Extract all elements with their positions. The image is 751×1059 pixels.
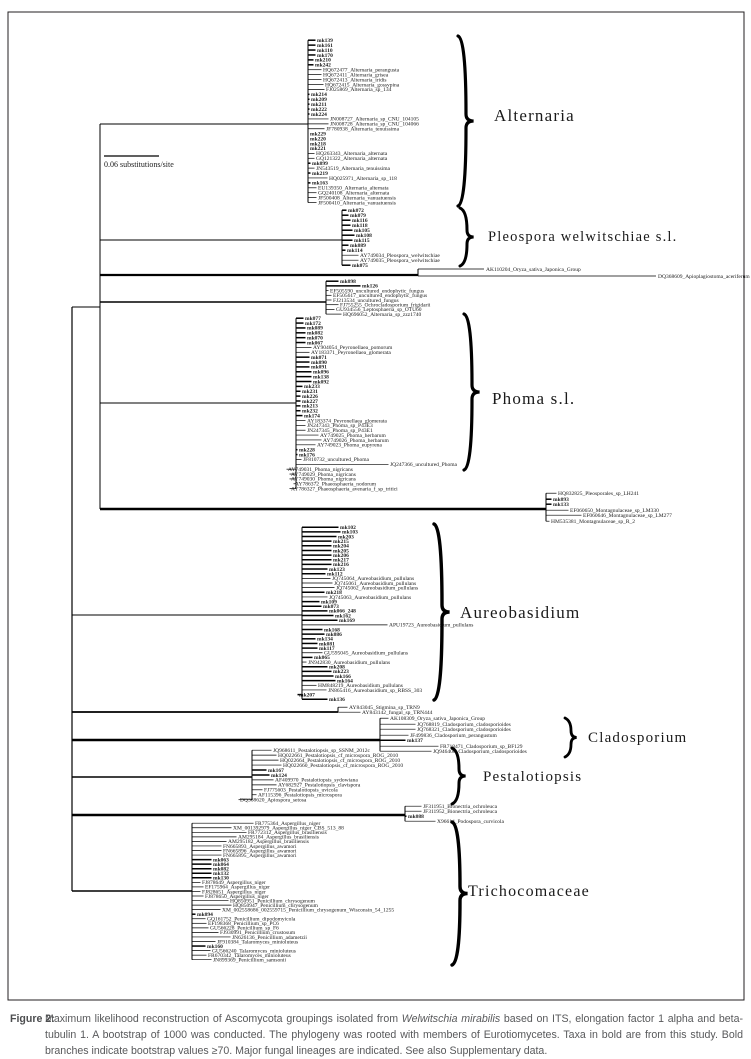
tip-label: JF810732_uncultured_Phoma [303, 457, 369, 464]
tip-label: AY749026_Phoma_herbarum [323, 437, 389, 444]
tip-label-bold: mk093 [553, 497, 569, 503]
tip-label-bold: mk216 [333, 562, 349, 569]
tip-label-bold: mk105 [354, 228, 370, 234]
clade-trichocomaceae [192, 821, 590, 965]
tip-label-bold: mk126 [362, 283, 378, 290]
tip-label-bold: mk094 [197, 912, 213, 918]
tip-label-bold: mk115 [354, 238, 370, 244]
tip-label: FJ775603_Pestalotiopsis_uvicola [264, 787, 338, 794]
clade-name-aureobasidium: Aureobasidium [460, 603, 581, 622]
tip-label: AK108309_Oryza_sativa_Japonica_Group [390, 716, 486, 722]
tip-label: JQ768321_Cladosporium_cladosporioides [417, 727, 511, 733]
tip-label-bold: mk219 [312, 170, 328, 177]
tip-label: XM_002558686_002559715_Penicillium_chrysogenum_Wisconsin_54_1255 [222, 907, 395, 914]
tip-label-bold: mk226 [302, 393, 318, 400]
tip-label: AY904054_Peyronellaea_pomorum [313, 345, 393, 352]
clade-name-pestalotiopsis: Pestalotiopsis [483, 769, 583, 785]
tip-label: FR772312_Aspergillus_brasiliensis [248, 830, 327, 837]
tip-label: AM295184_Aspergillus_brasiliensis [238, 834, 319, 841]
tip-label-bold: mk168 [324, 627, 340, 634]
tip-label-bold: mk067 [307, 340, 323, 347]
tip-label-bold: mk205 [333, 548, 349, 555]
tip-label-bold: mk228 [299, 447, 315, 454]
tip-label: FR775364_Aspergillus_niger [255, 821, 321, 827]
clade-bionectria [405, 804, 504, 825]
tip-label: AY749034_Pleospora_welwitschiae [360, 253, 440, 259]
tip-label-bold: mk214 [311, 92, 327, 99]
tip-label: JN247345_Phoma_sp_P43E1 [307, 428, 373, 435]
tip-label-bold: mk231 [302, 389, 318, 396]
clade-name-trichocomaceae: Trichocomaceae [468, 883, 590, 900]
clade-brace [565, 718, 577, 757]
tip-label-bold: mk124 [271, 772, 287, 779]
tip-label-bold: mk109 [321, 599, 337, 606]
tip-label-bold: mk092 [313, 379, 329, 386]
tip-label: JQ745061_Aureobasidium_pullulans [334, 580, 417, 587]
scale-bar [104, 156, 174, 169]
tip-label-bold: mk233 [304, 384, 320, 391]
tip-label-bold: mk117 [319, 645, 335, 652]
tip-label: FJ828651_Aspergillus_niger [202, 889, 266, 896]
clade-brace [464, 314, 480, 470]
tip-label-bold: mk164 [337, 678, 353, 685]
tip-label: JN543519_Alternaria_tenuissima [316, 165, 390, 172]
tip-label: AY682927_Pestalotiopsis_clavispora [278, 782, 361, 789]
tip-label-bold: mk088 [408, 814, 424, 820]
tip-label-bold: mk116 [352, 218, 368, 224]
tip-label: AF409970_Pestalotiopsis_sydowiana [275, 777, 358, 784]
tip-label: JN247343_Phoma_sp_P43E3 [307, 423, 373, 430]
tip-label-bold: mk133 [553, 502, 569, 508]
tip-label: EF505590_uncultured_endophytic_fungus [330, 288, 425, 295]
tip-label: EF175964_Aspergillus_niger [205, 884, 270, 891]
tip-label: JN626136_Penicillium_adametzii [232, 934, 307, 941]
clade-phoma [287, 311, 576, 493]
tip-label-bold: mk086 [326, 631, 342, 638]
tip-label-bold: mk169 [339, 618, 355, 624]
tip-label-bold: mk220 [310, 136, 326, 143]
tip-label: FN665896_Aspergillus_awamori [223, 848, 297, 855]
tip-label: HQ022660_Pestalotiopsis_cf_microspora_ROG_2010 [283, 762, 404, 769]
tip-label: GU566240_Talaromyces_minioluteus [212, 948, 296, 955]
tip-label: AK110204_Oryza_sativa_Japonica_Group [486, 267, 581, 273]
tip-label: GQ240108_Alternaria_alternata [318, 190, 390, 197]
tip-label-bold: mk112 [327, 571, 343, 578]
tip-label-bold: mk203 [338, 534, 354, 541]
tip-label-bold: mk096 [313, 369, 329, 376]
tip-label: EF198368_Penicillium_sp_PC6 [208, 921, 279, 928]
tip-label-bold: mk099 [312, 161, 328, 167]
tip-label-bold: mk137 [407, 738, 423, 744]
tip-label: APU19723_Aureobasidium_pullulans [389, 622, 474, 629]
tip-label: X96614_Podospora_curvicola [437, 819, 504, 825]
tip-label: JN899369_Penicillium_samsonii [213, 957, 287, 964]
tip-label: AY183371_Peyronellaea_glomerata [311, 350, 391, 357]
tip-label: HQ832825_Pleosporales_sp_LH241 [558, 491, 639, 497]
tip-label-bold: mk223 [333, 669, 349, 676]
tip-label: FR670342_Talaromyces_minioluteus [208, 952, 291, 959]
tip-label-bold: mk218 [326, 590, 342, 597]
tip-label: HM848219_Aureobasidium_pullulans [318, 683, 403, 690]
tip-label: GU934556_Leptosphaeria_sp_OTU60 [336, 307, 422, 314]
tip-label: 0.06 substitutions/site [104, 160, 174, 169]
tip-label: HQ025971_Alternaria_sp_118 [329, 175, 397, 182]
tip-label-bold: mk089 [350, 243, 366, 249]
tip-label: JF500410_Alternaria_vanuatuensis [318, 200, 396, 207]
tip-label-bold: mk132 [213, 871, 229, 878]
tip-label-bold: mk071 [311, 354, 327, 361]
clade-name-alternaria: Alternaria [494, 106, 575, 125]
tip-label-bold: mk134 [317, 636, 333, 643]
tip-label: GU595045_Aureobasidium_pullulans [324, 650, 409, 657]
clade-name-pleospora: Pleospora welwitschiae s.l. [488, 229, 678, 245]
tip-label-bold: mk215 [333, 538, 349, 545]
tip-label-bold: mk204 [333, 543, 349, 550]
tip-label-bold: mk073 [323, 604, 339, 611]
tip-label: JN865416_Aureobasidium_sp_RBSS_303 [328, 687, 423, 694]
tip-label-bold: mk064 [213, 861, 229, 868]
tip-label-bold: mk082 [307, 330, 323, 337]
tip-label: JF311952_Bionectria_ochroleuca [423, 809, 498, 815]
tip-label-bold: mk089 [307, 325, 323, 332]
caption-part-after: based on ITS, elongation factor 1 alpha and beta-tubulin 1. A bootstrap of 1000 was conducted. The phylogeny was rooted with members of Eurotiomycetes. Taxa in bold are from this study. Bold branches indicate bootstrap values ≥70. Major fungal lineages are indicated. See also Supplementary data. [45, 1013, 743, 1057]
tip-label-bold: mk217 [333, 557, 349, 564]
tip-label-bold: mk172 [305, 320, 321, 327]
tip-label: FJ025869_Alternaria_sp_134 [326, 87, 392, 94]
tip-label: AY183374_Peyronellaea_glomerata [307, 418, 387, 425]
tip-label: JQ745064_Aureobasidium_pullulans [332, 576, 415, 583]
tip-label-bold: mk222 [311, 106, 327, 113]
tip-label: FN665893_Aspergillus_awamori [223, 843, 297, 850]
tip-label-bold: mk224 [311, 111, 327, 118]
tip-label-bold: mk136 [329, 697, 345, 704]
clade-name-cladosporium: Cladosporium [588, 730, 688, 746]
tip-label: GU566228_Penicillium_sp_F6 [210, 925, 279, 932]
tip-label-bold: mk066_248 [329, 608, 356, 615]
clade-aureobasidium [298, 524, 581, 703]
tip-label-bold: mk232 [302, 408, 318, 415]
tip-label: JF780938_Alternaria_tenuissima [326, 126, 400, 133]
figure-caption [10, 1012, 743, 1059]
clade-brace [434, 524, 450, 700]
tip-label: EF060646_Montagnulaceae_sp_LM277 [583, 513, 672, 519]
tip-label-bold: mk123 [329, 566, 345, 573]
tip-label-bold: mk206 [333, 552, 349, 559]
tip-label: HQ850951_Penicillium_chrysogenum [230, 898, 315, 905]
tip-label-bold: mk229 [310, 131, 326, 138]
tip-label-bold: mk160 [207, 943, 223, 950]
clade-oryza-outgroup [486, 267, 750, 280]
tip-label: FN665895_Aspergillus_awamori [223, 852, 297, 859]
figure-number-label: Figure 2: [10, 1013, 55, 1025]
tip-label: GQ161752_Penicillium_dipodomyicola [207, 916, 296, 923]
clade-montagnulaceae [546, 491, 672, 525]
tip-label-bold: mk211 [311, 101, 327, 108]
caption-species-italic: Welwitschia mirabilis [401, 1013, 501, 1025]
tip-label: XM_001392979_Aspergillus_niger_CBS_513_88 [233, 825, 344, 832]
clade-name-phoma: Phoma s.l. [492, 389, 576, 408]
tip-label-bold: mk070 [307, 335, 323, 342]
tip-label: JQ946406_Cladosporium_cladosporioides [433, 749, 527, 755]
tip-label-bold: mk176 [299, 452, 315, 459]
tip-label: AY786372_Phaeosphaeria_nodorum [295, 481, 377, 488]
tip-label-bold: mk161 [317, 42, 333, 49]
clade-stigmina [338, 705, 433, 716]
tip-label-bold: mk077 [305, 316, 321, 322]
tip-label-bold: mk103 [342, 529, 358, 536]
tip-label: JQ247366_uncultured_Phoma [390, 462, 457, 469]
tip-label-bold: mk138 [313, 374, 329, 381]
tip-label-bold: mk162 [335, 613, 351, 620]
tip-label: JN942830_Aureobasidium_pullulans [308, 659, 391, 666]
tip-label: FJ930991_Penicillium_crustosum [220, 930, 296, 937]
tip-label: JN008727_Alternaria_sp_CNU_104105 [330, 116, 419, 123]
tip-label-bold: mk114 [347, 248, 363, 254]
tip-label: DQ368609_Apioplagiostoma_aceriferum [658, 274, 750, 280]
tip-label: DQ368620_Apiospora_setosa [240, 797, 307, 804]
tip-label: HQ696052_Alternaria_sp_zzz1740 [343, 311, 422, 318]
tip-label: AY749029_Phoma_nigricans [291, 471, 356, 478]
clade-pleospora [342, 208, 677, 269]
tip-label-bold: mk065 [314, 655, 330, 662]
tip-label: HQ022664_Pestalotiopsis_cf_microspora_ROG_2010 [280, 757, 401, 764]
tip-label-bold: mk209 [311, 97, 327, 104]
tip-label-bold: mk221 [310, 146, 326, 153]
tip-label-bold: mk163 [312, 180, 328, 187]
tip-label-bold: mk082 [213, 866, 229, 873]
tip-label: AY786327_Phaeosphaeria_avenaria_f_sp_tritici [291, 486, 398, 493]
tip-label-bold: mk242 [315, 62, 331, 69]
tip-label-bold: mk174 [304, 413, 320, 420]
tip-label-bold: mk075 [352, 263, 368, 269]
clade-alternaria [308, 36, 575, 206]
tip-label-bold: mk102 [340, 525, 356, 531]
tip-label: JQ745063_Aureobasidium_pullulans [329, 594, 412, 601]
tip-label: AY843045_Stigmina_sp_TRN9 [349, 705, 420, 711]
tip-label: HQ672477_Alternaria_perangusta [323, 67, 400, 74]
tip-label: JQ745062_Aureobasidium_pullulans [336, 585, 419, 592]
tip-label-bold: mk166 [335, 673, 351, 680]
tip-label: FJ213534_uncultured_fungus [333, 297, 399, 304]
tip-label: AM295182_Aspergillus_brasiliensis [228, 839, 309, 846]
caption-part-before: Maximum likelihood reconstruction of Ascomycota groupings isolated from [45, 1013, 402, 1025]
tip-label: FJ878650_Aspergillus_niger [205, 893, 269, 900]
tip-label-bold: mk213 [302, 403, 318, 410]
tip-label: JN008728_Alternaria_sp_CNU_104066 [330, 121, 419, 128]
tip-label: HQ850947_Penicillium_chrysogenum [233, 902, 318, 909]
tip-label-bold: mk130 [213, 875, 229, 882]
tip-label: JF499836_Cladosporium_perangustum [410, 733, 497, 739]
tip-label: HQ672411_Alternaria_grisea [323, 72, 389, 79]
tip-label: JF500408_Alternaria_vanuatuensis [318, 195, 396, 202]
tip-label: JQ768819_Cladosporium_cladosporioides [417, 722, 511, 728]
tip-label: FR718471_Cladosporium_sp_BF129 [440, 744, 523, 750]
tip-label-bold: mk170 [317, 52, 333, 59]
tip-label: HQ672413_Alternaria_iridis [323, 77, 387, 84]
tip-label: AY749030_Phoma_nigricans [291, 476, 356, 483]
tip-label-bold: mk139 [317, 38, 333, 44]
tip-label: AY749025_Phoma_herbarum [320, 432, 386, 439]
tip-label: GQ121322_Alternaria_alternata [316, 156, 388, 163]
tip-label-bold: mk218 [310, 141, 326, 148]
tip-label-bold: mk110 [317, 47, 333, 54]
tip-label: JF910384_Talaromyces_minioluteus [217, 939, 299, 946]
tip-label-bold: mk091 [311, 364, 327, 371]
tip-label: HQ022661_Pestalotiopsis_cf_microspora_ROG_2010 [278, 752, 399, 759]
tip-label-bold: mk108 [356, 233, 372, 239]
tip-label: FJ755255_Ochrocladosporium_frigidarii [340, 302, 431, 309]
tip-label: JF311951_Bionectria_ochroleuca [423, 804, 498, 810]
tip-label: AY749023_Phoma_eupyrena [317, 442, 382, 449]
tip-label: EU139350_Alternaria_alternata [318, 185, 389, 192]
clade-pestalotiopsis [239, 748, 583, 804]
tip-label-bold: mk207 [299, 692, 315, 699]
tip-label-bold: mk098 [340, 279, 356, 285]
tip-label: EF505617_uncultured_endophytic_fungus [333, 293, 428, 300]
tip-label: JQ968611_Pestalotiopsis_sp_SSNM_2012c [273, 748, 370, 754]
tip-label-bold: mk072 [348, 208, 364, 214]
tip-label-bold: mk227 [302, 398, 318, 405]
tip-label: EF060650_Montagnulaceae_sp_LM330 [570, 508, 659, 514]
tip-label-bold: mk081 [319, 641, 335, 648]
tip-label: HQ672415_Alternaria_gossypina [325, 82, 400, 89]
clade-brace [458, 36, 474, 206]
tip-label: AY749031_Phoma_nigricans [288, 466, 353, 473]
tip-label: HQ263343_Alternaria_alternata [316, 151, 388, 158]
tip-label-bold: mk063 [213, 857, 229, 864]
tip-label: AY749035_Pleospora_welwitschiae [360, 258, 440, 264]
clade-endophytes [326, 279, 431, 318]
clade-brace [460, 208, 474, 266]
tip-label-bold: mk090 [311, 359, 327, 366]
clade-brace [452, 748, 466, 804]
tip-label: AF115396_Pestalotiopsis_microspora [258, 792, 342, 799]
tip-label-bold: mk210 [315, 57, 331, 64]
tip-label: AY843142_fungal_sp_TRN444 [362, 710, 433, 716]
figure-caption-text [45, 1012, 743, 1059]
tip-label-bold: mk079 [350, 213, 366, 219]
tip-label-bold: mk208 [329, 664, 345, 671]
clade-cladosporium [380, 716, 687, 757]
tip-label-bold: mk118 [352, 223, 368, 229]
clade-brace [452, 822, 468, 965]
tip-label: FJ878649_Aspergillus_niger [202, 880, 266, 887]
tip-label-bold: mk167 [268, 767, 284, 774]
tip-label: HM535381_Montagnulaceae_sp_R_2 [551, 519, 636, 525]
